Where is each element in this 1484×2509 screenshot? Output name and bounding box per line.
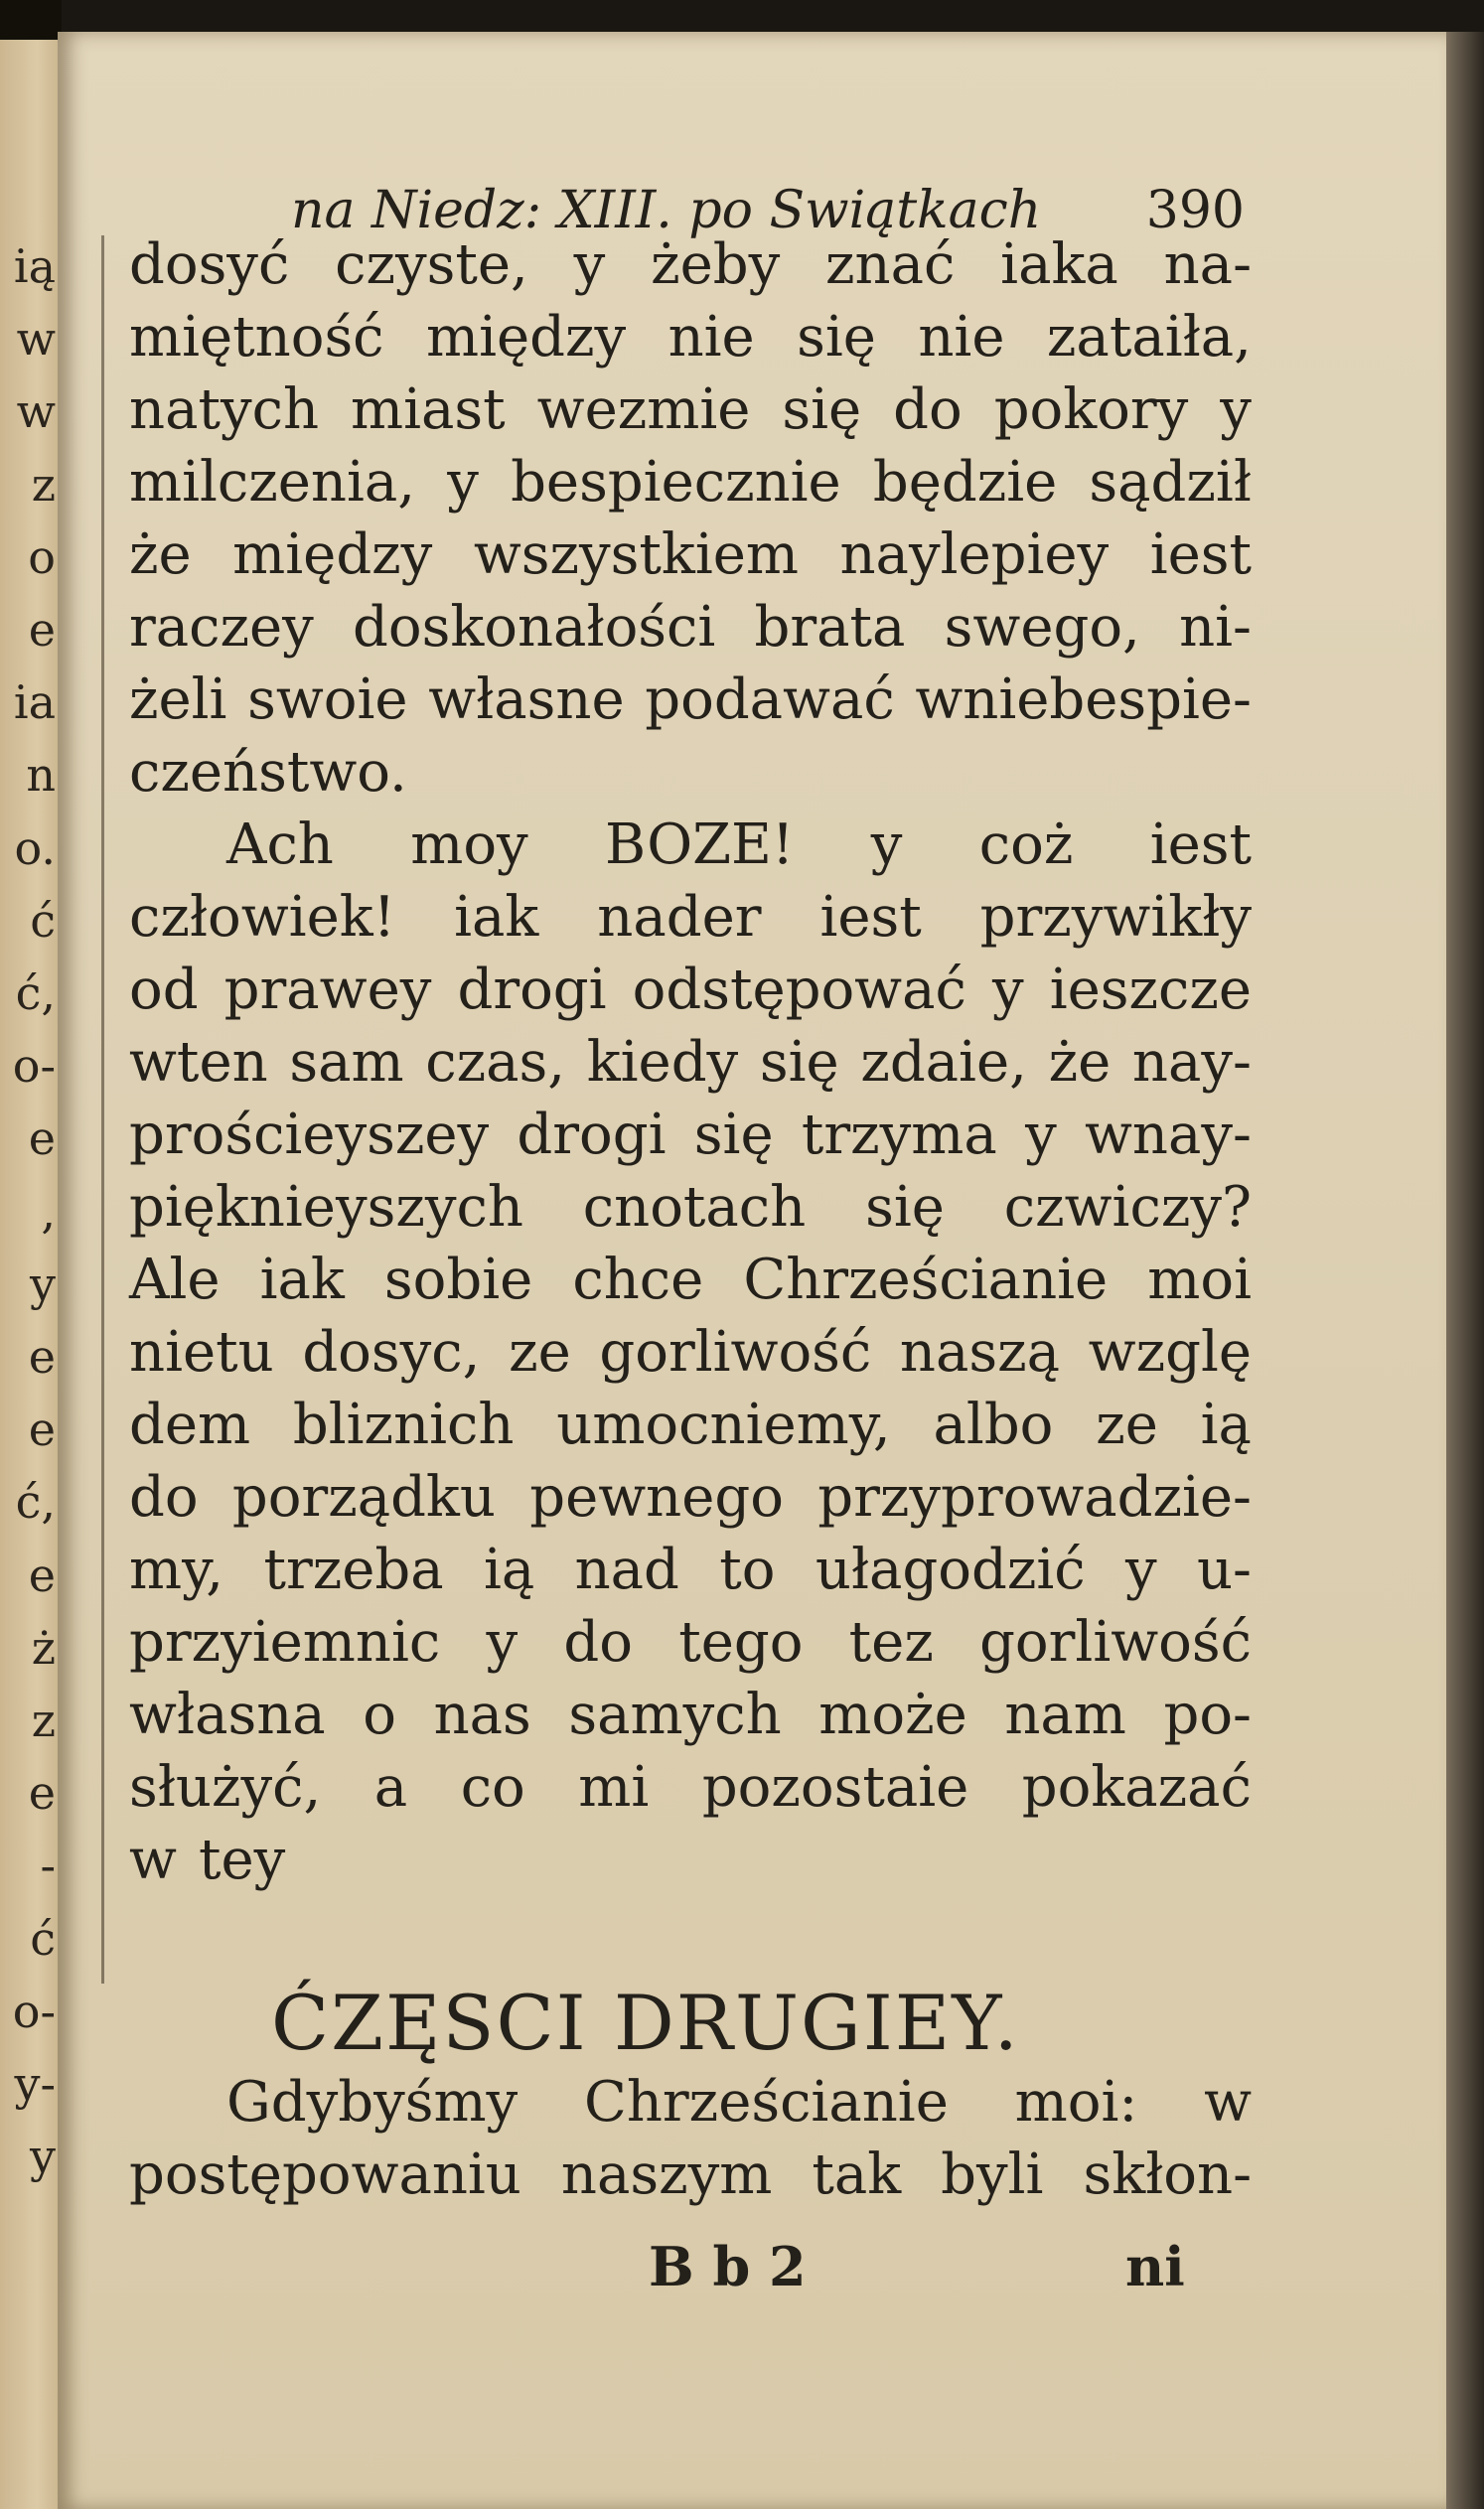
text-line — [129, 1753, 1252, 1823]
word: podawać — [645, 667, 895, 732]
word: swoie — [247, 667, 408, 732]
word: ią — [483, 1538, 535, 1602]
word: pewnego — [529, 1465, 784, 1530]
word: żeby — [651, 232, 781, 297]
text-line — [129, 230, 1252, 300]
word: sobie — [383, 1248, 533, 1312]
word: zataiła, — [1046, 305, 1252, 369]
text-line — [129, 665, 1252, 735]
word: trzyma — [801, 1103, 997, 1167]
word: przyprowadzie- — [817, 1465, 1252, 1530]
text-line — [129, 520, 1252, 590]
text-line — [129, 1826, 1252, 1895]
text-line — [129, 956, 1252, 1025]
running-title: na Niedz: XIII. po Swiątkach — [291, 181, 1042, 240]
text-line — [129, 1246, 1252, 1315]
word: trzeba — [263, 1538, 444, 1602]
previous-page-fragment: ć, — [15, 1475, 56, 1530]
previous-page-fragment: y — [30, 2130, 56, 2184]
word: moy — [410, 812, 528, 877]
word: czas, — [425, 1030, 566, 1095]
text-line — [129, 1173, 1252, 1243]
previous-page-fragment: ia — [13, 675, 56, 730]
word: nader — [597, 885, 762, 950]
previous-page-edge — [0, 40, 62, 2509]
word: wszystkiem — [473, 522, 799, 587]
word: sądził — [1089, 450, 1252, 515]
word: nie — [918, 305, 1005, 369]
word: pozostaie — [701, 1755, 969, 1820]
word: doskonałości — [353, 595, 716, 660]
word: gorliwość — [599, 1320, 872, 1385]
word: się — [782, 377, 862, 442]
page-number: 390 — [1145, 181, 1245, 240]
word: że — [129, 522, 192, 587]
word: tak — [812, 2142, 902, 2207]
word: czyste, — [335, 232, 528, 297]
word: ze — [1096, 1393, 1158, 1457]
previous-page-fragment: y — [30, 1256, 56, 1311]
previous-page-fragment: n — [26, 748, 56, 803]
previous-page-fragment: z — [31, 1694, 56, 1747]
text-line — [129, 1536, 1252, 1605]
previous-page-fragment: w — [16, 384, 56, 439]
previous-page-fragment: y- — [14, 2057, 56, 2111]
word: miętność — [129, 305, 384, 369]
text-line — [226, 811, 1252, 880]
word: nie — [668, 305, 755, 369]
text-line — [129, 1608, 1252, 1678]
word: samych — [568, 1683, 782, 1747]
word: Ach — [226, 812, 334, 877]
word: człowiek! — [129, 885, 396, 950]
word: dosyć — [129, 232, 290, 297]
word: nam — [1004, 1683, 1126, 1747]
text-line — [129, 1101, 1252, 1170]
word: nas — [433, 1683, 531, 1747]
word: się — [865, 1175, 945, 1240]
previous-page-fragment: o — [28, 529, 56, 584]
previous-page-fragment: e — [28, 1548, 56, 1602]
word: tey — [198, 1828, 286, 1892]
word: y — [1025, 1103, 1057, 1167]
word: własna — [129, 1683, 326, 1747]
word: wnay- — [1084, 1103, 1252, 1167]
word: dem — [129, 1393, 251, 1457]
word: tego — [678, 1610, 804, 1675]
word: chce — [572, 1248, 704, 1312]
text-line — [129, 1391, 1252, 1460]
word: czeństwo. — [129, 740, 407, 805]
word: moi — [1147, 1248, 1252, 1312]
word: y — [991, 958, 1024, 1022]
word: do — [563, 1610, 633, 1675]
word: coż — [978, 812, 1074, 877]
word: się — [759, 1030, 839, 1095]
word: byli — [941, 2142, 1044, 2207]
word: raczey — [129, 595, 314, 660]
word: prościeyszey — [129, 1103, 490, 1167]
text-line — [226, 2068, 1252, 2138]
word: może — [818, 1683, 967, 1747]
previous-page-text-fragments — [0, 239, 62, 2184]
book-page — [58, 32, 1446, 2509]
word: wniebespie- — [915, 667, 1252, 732]
previous-page-fragment: , — [41, 1184, 56, 1239]
text-line — [129, 2140, 1252, 2210]
word: porządku — [231, 1465, 496, 1530]
word: przywikły — [979, 885, 1252, 950]
previous-page-fragment: ć — [30, 893, 56, 948]
previous-page-fragment: ż — [31, 1620, 56, 1675]
word: się — [693, 1103, 774, 1167]
word: ni- — [1179, 595, 1252, 660]
text-line — [129, 448, 1252, 517]
word: przyiemnic — [129, 1610, 441, 1675]
word: pokazać — [1021, 1755, 1252, 1820]
binding-shadow — [0, 0, 62, 44]
word: iest — [819, 885, 922, 950]
catchword: ni — [1125, 2235, 1185, 2298]
word: pięknieyszych — [129, 1175, 523, 1240]
word: służyć, — [129, 1755, 322, 1820]
word: gorliwość — [979, 1610, 1252, 1675]
word: Gdybyśmy — [226, 2070, 519, 2135]
word: nietu — [129, 1320, 274, 1385]
previous-page-fragment: o. — [14, 820, 56, 875]
word: w — [1204, 2070, 1252, 2135]
word: co — [460, 1755, 525, 1820]
word: iak — [454, 885, 539, 950]
word: to — [719, 1538, 776, 1602]
previous-page-fragment: e — [28, 603, 56, 657]
word: ze — [509, 1320, 571, 1385]
word: na- — [1163, 232, 1252, 297]
previous-page-fragment: ią — [13, 239, 56, 293]
word: naszą — [899, 1320, 1061, 1385]
word: czwiczy? — [1003, 1175, 1252, 1240]
previous-page-fragment: o- — [12, 1984, 56, 2038]
word: własne — [428, 667, 625, 732]
word: prawey — [223, 958, 432, 1022]
word: iak — [259, 1248, 345, 1312]
section-heading: ĆZĘSCI DRUGIEY. — [271, 1979, 1020, 2067]
word: u- — [1196, 1538, 1252, 1602]
word: ią — [1200, 1393, 1252, 1457]
previous-page-fragment: e — [28, 1766, 56, 1821]
word: drogi — [457, 958, 607, 1022]
text-line — [129, 1318, 1252, 1388]
word: milczenia, — [129, 450, 416, 515]
word: o — [363, 1683, 396, 1747]
word: od — [129, 958, 199, 1022]
previous-page-fragment: e — [28, 1111, 56, 1166]
word: po- — [1163, 1683, 1252, 1747]
word: miast — [351, 377, 506, 442]
word: iaka — [1000, 232, 1118, 297]
word: Chrześcianie — [743, 1248, 1109, 1312]
previous-page-fragment: ć — [30, 1911, 56, 1966]
previous-page-fragment: o- — [12, 1039, 56, 1094]
previous-page-fragment: z — [31, 457, 56, 512]
word: ułagodzić — [815, 1538, 1086, 1602]
word: Ale — [129, 1248, 221, 1312]
word: iest — [1149, 812, 1252, 877]
word: się — [797, 305, 876, 369]
word: do — [129, 1465, 199, 1530]
word: znać — [825, 232, 956, 297]
text-line — [129, 1463, 1252, 1533]
word: ieszcze — [1049, 958, 1252, 1022]
word: y — [573, 232, 606, 297]
word: wzglę — [1088, 1320, 1252, 1385]
word: drogi — [517, 1103, 667, 1167]
word: że — [1048, 1030, 1112, 1095]
word: w — [129, 1828, 177, 1892]
word: dosyc, — [302, 1320, 481, 1385]
text-line — [129, 1028, 1252, 1098]
page-text — [58, 32, 1446, 2509]
page-right-edge-shadow — [1446, 32, 1484, 2509]
previous-page-fragment: ć, — [15, 966, 56, 1020]
word: a — [373, 1755, 408, 1820]
word: do — [893, 377, 963, 442]
word: y — [447, 450, 479, 515]
word: skłon- — [1083, 2142, 1252, 2207]
word: my, — [129, 1538, 224, 1602]
word: między — [425, 305, 627, 369]
word: swego, — [944, 595, 1140, 660]
word: sam — [289, 1030, 404, 1095]
word: BOZE! — [605, 812, 795, 877]
previous-page-fragment: e — [28, 1330, 56, 1384]
word: y — [870, 812, 903, 877]
previous-page-fragment: w — [16, 312, 56, 367]
text-line — [129, 303, 1252, 372]
word: moi: — [1014, 2070, 1138, 2135]
word: iest — [1149, 522, 1252, 587]
word: albo — [933, 1393, 1054, 1457]
word: nay- — [1131, 1030, 1252, 1095]
word: nad — [574, 1538, 679, 1602]
word: zdaie, — [860, 1030, 1027, 1095]
previous-page-fragment: e — [28, 1402, 56, 1457]
word: będzie — [872, 450, 1058, 515]
word: y — [1220, 377, 1252, 442]
word: bespiecznie — [511, 450, 841, 515]
word: żeli — [129, 667, 227, 732]
word: naszym — [560, 2142, 773, 2207]
word: bliznich — [292, 1393, 515, 1457]
word: mi — [578, 1755, 650, 1820]
text-line — [129, 738, 1252, 808]
word: y — [1124, 1538, 1157, 1602]
word: kiedy — [586, 1030, 739, 1095]
word: naylepiey — [839, 522, 1110, 587]
text-line — [129, 883, 1252, 953]
text-line — [129, 593, 1252, 663]
text-line — [129, 375, 1252, 445]
word: brata — [754, 595, 906, 660]
word: y — [486, 1610, 519, 1675]
word: odstępować — [632, 958, 966, 1022]
previous-page-fragment: - — [40, 1839, 56, 1893]
word: postępowaniu — [129, 2142, 521, 2207]
word: wten — [129, 1030, 268, 1095]
word: tez — [848, 1610, 934, 1675]
text-line — [129, 1681, 1252, 1750]
word: cnotach — [582, 1175, 807, 1240]
signature-mark: B b 2 — [649, 2235, 807, 2298]
word: między — [232, 522, 433, 587]
word: Chrześcianie — [584, 2070, 949, 2135]
word: pokory — [993, 377, 1189, 442]
word: umocniemy, — [556, 1393, 891, 1457]
word: natych — [129, 377, 320, 442]
word: wezmie — [536, 377, 751, 442]
